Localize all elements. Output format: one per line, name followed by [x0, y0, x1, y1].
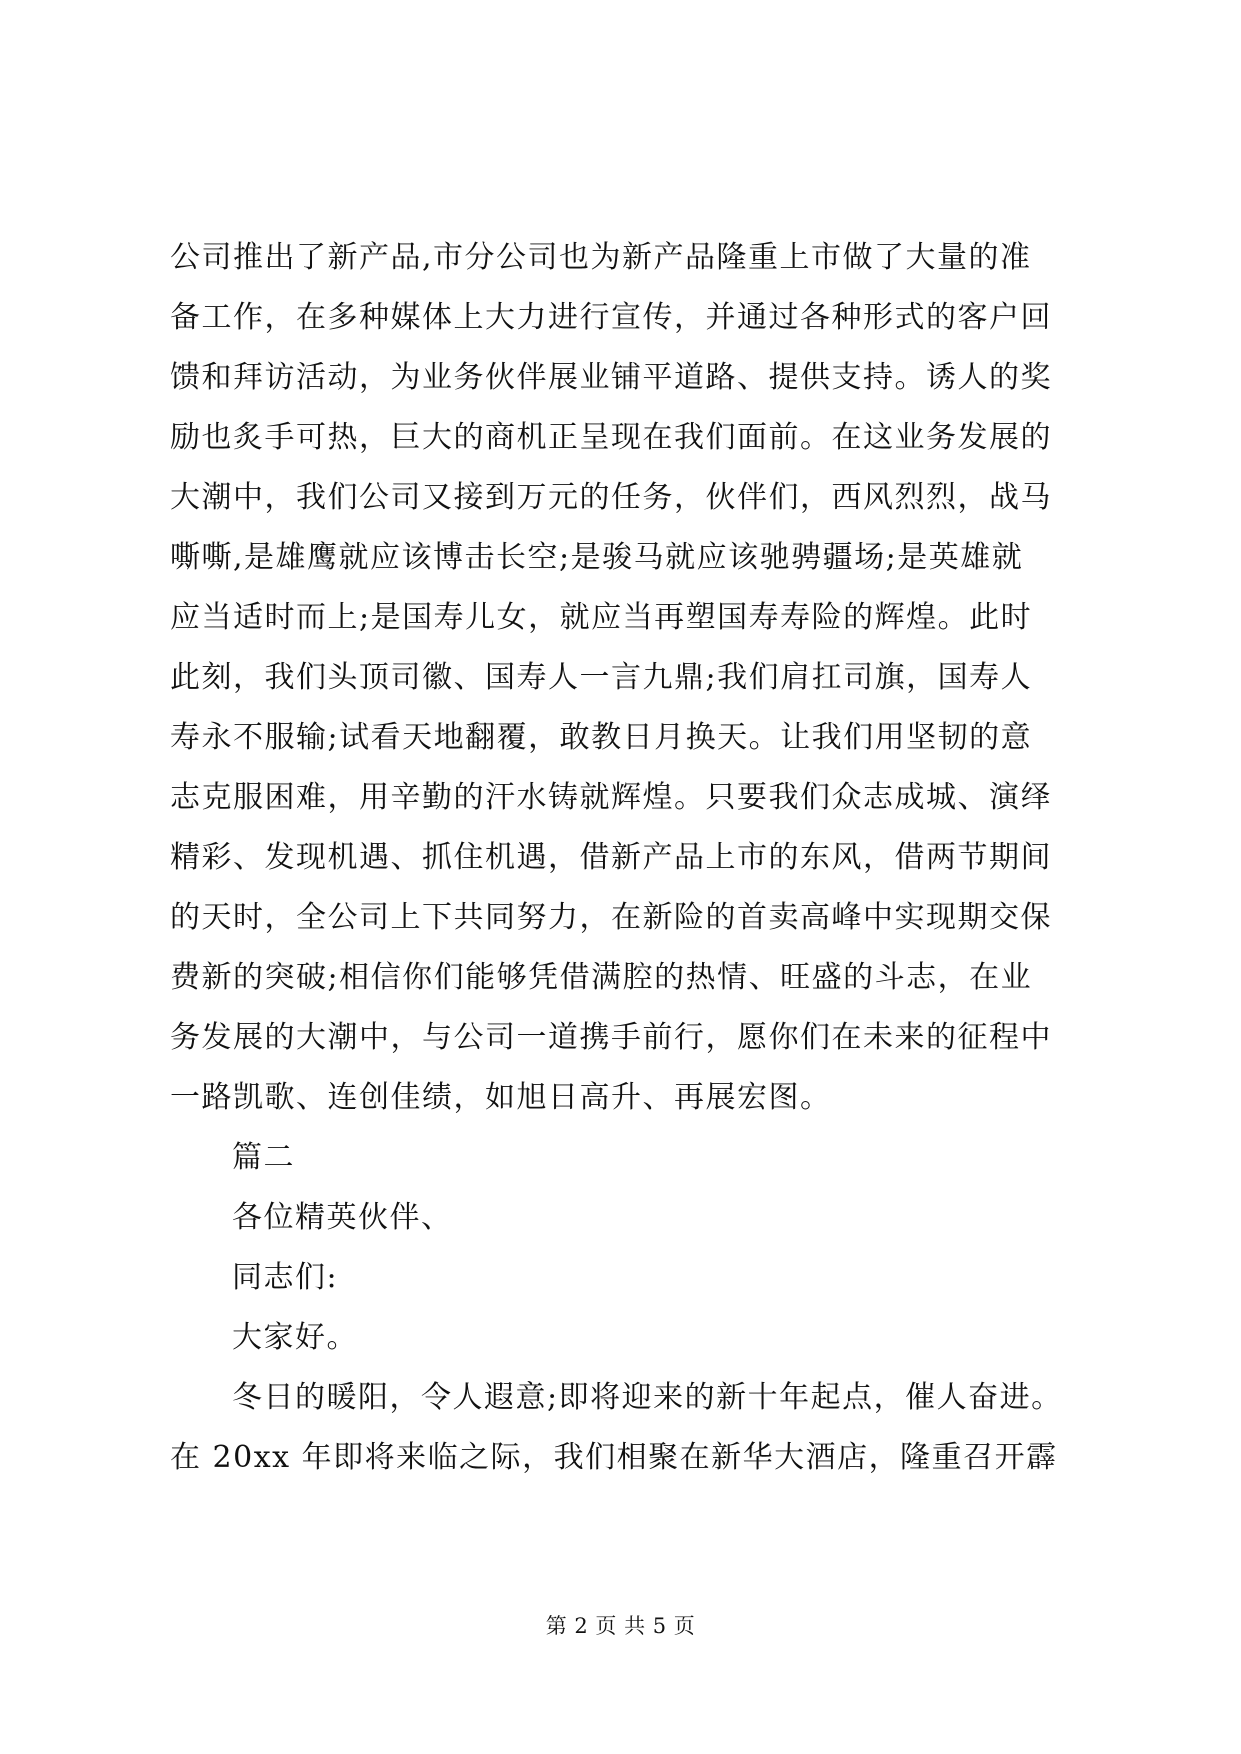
paragraph-line: 冬日的暖阳，令人遐意;即将迎来的新十年起点，催人奋进。: [232, 1380, 1063, 1415]
text-line: 应当适时而上;是国寿儿女，就应当再塑国寿寿险的辉煌。此时: [170, 600, 1033, 635]
text-line: 励也炙手可热，巨大的商机正呈现在我们面前。在这业务发展的: [170, 420, 1052, 455]
text-line: 馈和拜访活动，为业务伙伴展业铺平道路、提供支持。诱人的奖: [170, 360, 1052, 395]
salutation-line: 各位精英伙伴、: [232, 1200, 453, 1235]
text-line: 志克服困难，用辛勤的汗水铸就辉煌。只要我们众志成城、演绎: [170, 780, 1052, 815]
text-line: 的天时，全公司上下共同努力，在新险的首卖高峰中实现期交保: [170, 900, 1052, 935]
text-line: 嘶嘶,是雄鹰就应该博击长空;是骏马就应该驰骋疆场;是英雄就: [170, 540, 1024, 575]
text-line: 此刻，我们头顶司徽、国寿人一言九鼎;我们肩扛司旗，国寿人: [170, 660, 1033, 695]
text-line: 公司推出了新产品,市分公司也为新产品隆重上市做了大量的准: [170, 240, 1032, 275]
text-line: 大潮中，我们公司又接到万元的任务，伙伴们，西风烈烈，战马: [170, 480, 1052, 515]
text-line: 寿永不服输;试看天地翻覆，敢教日月换天。让我们用坚韧的意: [170, 720, 1033, 755]
text-line: 务发展的大潮中，与公司一道携手前行，愿你们在未来的征程中: [170, 1020, 1052, 1055]
text-line: 费新的突破;相信你们能够凭借满腔的热情、旺盛的斗志，在业: [170, 960, 1033, 995]
text-line: 备工作，在多种媒体上大力进行宣传，并通过各种形式的客户回: [170, 300, 1052, 335]
page-number-footer: 第 2 页 共 5 页: [545, 1614, 696, 1638]
text-line: 精彩、发现机遇、抓住机遇，借新产品上市的东风，借两节期间: [170, 840, 1052, 875]
body-text: [170, 228, 1075, 1488]
salutation-line: 同志们:: [232, 1260, 339, 1295]
text-line: 一路凯歌、连创佳绩，如旭日高升、再展宏图。: [170, 1080, 832, 1115]
greeting-line: 大家好。: [232, 1320, 358, 1355]
section-title: 篇二: [232, 1140, 295, 1175]
paragraph-line: 在 20xx 年即将来临之际，我们相聚在新华大酒店，隆重召开霹: [170, 1440, 1058, 1475]
